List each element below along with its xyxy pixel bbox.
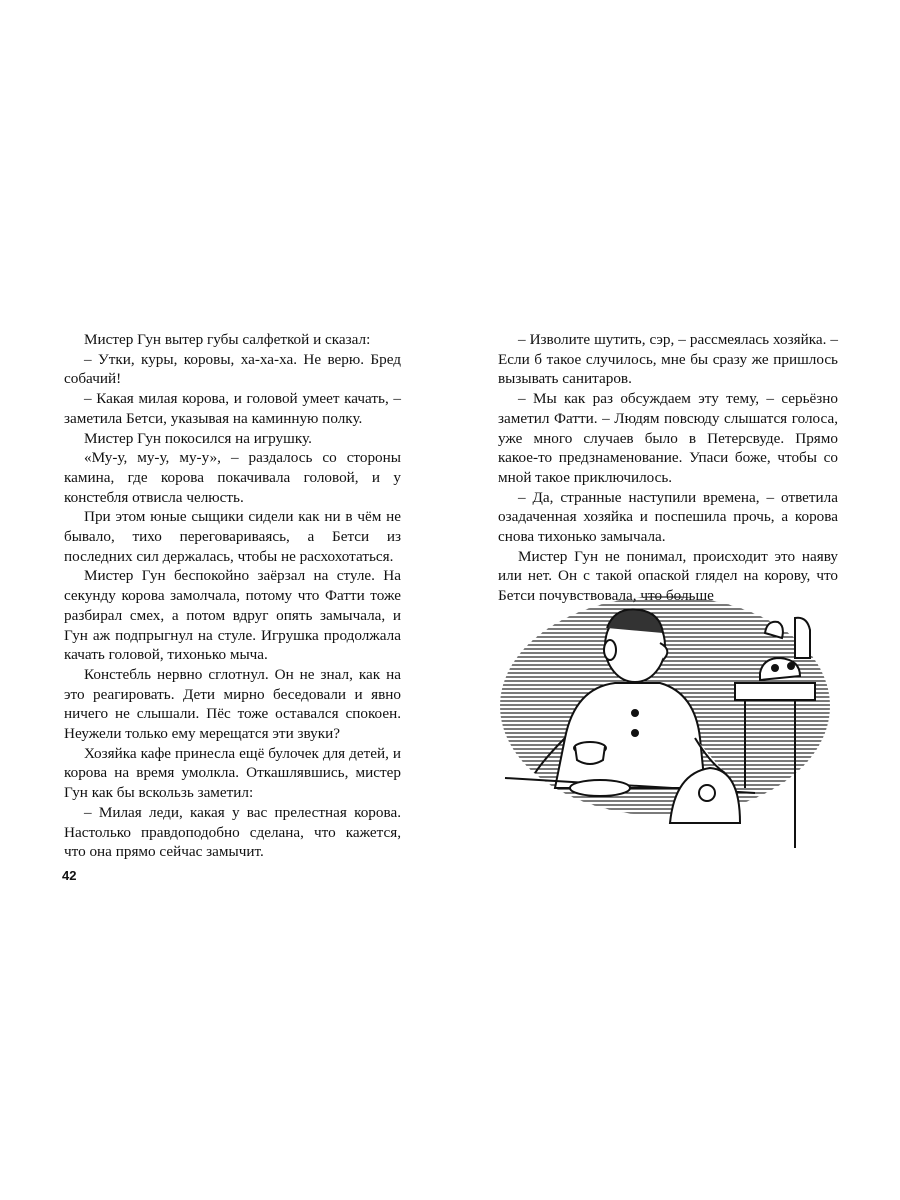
paragraph: Мистер Гун покосился на игрушку. xyxy=(84,429,312,447)
paragraph: При этом юные сыщики сидели как ни в чём не бывало, тихо переговариваясь, а Бетси из последних сил держалась, чтобы не расхохотаться. xyxy=(64,508,401,565)
paragraph: Хозяйка кафе принесла ещё булочек для детей, и корова на время умолкла. Откашлявшись, мистер Гун как бы вскользь заметил: xyxy=(64,744,401,802)
paragraph: – Какая милая корова, и головой умеет качать, – заметила Бетси, указывая на каминную полку. xyxy=(64,390,401,427)
paragraph: – Да, странные наступили времена, – ответила озадаченная хозяйка и поспешила прочь, а корова снова тихонько замычала. xyxy=(498,488,838,546)
paragraph: Мистер Гун не понимал, происходит это наяву или нет. Он с такой опаской глядел на корову, что Бетси почувствовала, что больше xyxy=(498,547,838,605)
paragraph: – Милая леди, какая у вас прелестная корова. Настолько правдоподобно сделана, что кажется, что она прямо сейчас замычит. xyxy=(64,803,401,861)
illustration-constable-and-toy-cow xyxy=(495,588,840,848)
paragraph: Констебль нервно сглотнул. Он не знал, как на это реагировать. Дети мирно беседовали и явно ничего не слышали. Пёс тоже оставался спокоен. Неужели только ему мерещатся эти звуки? xyxy=(64,665,401,743)
paragraph: – Утки, куры, коровы, ха-ха-ха. Не верю. Бред собачий! xyxy=(64,350,401,388)
paragraph: «Му-у, му-у, му-у», – раздалось со стороны камина, где корова покачивала головой, и у констебля отвисла челюсть. xyxy=(64,449,401,506)
paragraph: – Изволите шутить, сэр, – рассмеялась хозяйка. – Если б такое случилось, мне бы сразу же пришлось вызывать санитаров. xyxy=(498,331,838,388)
paragraph: Мистер Гун беспокойно заёрзал на стуле. На секунду корова замолчала, потому что Фатти тоже разбирал смех, а потом вдруг опять замычала, и Гун аж подпрыгнул на стуле. Игрушка продолжала качать головой, тихонько мыча. xyxy=(64,567,401,664)
paragraph: Мистер Гун вытер губы салфеткой и сказал: xyxy=(84,331,371,348)
paragraph: – Мы как раз обсуждаем эту тему, – серьёзно заметил Фатти. – Людям повсюду слышатся голоса, уже много случаев было в Петерсвуде. Прямо какое-то предзнаменование. Упаси боже, чтобы со мной такое приключилось. xyxy=(498,390,838,486)
left-page-text xyxy=(64,330,401,862)
page-number: 42 xyxy=(62,868,77,883)
right-page-text xyxy=(498,330,838,606)
